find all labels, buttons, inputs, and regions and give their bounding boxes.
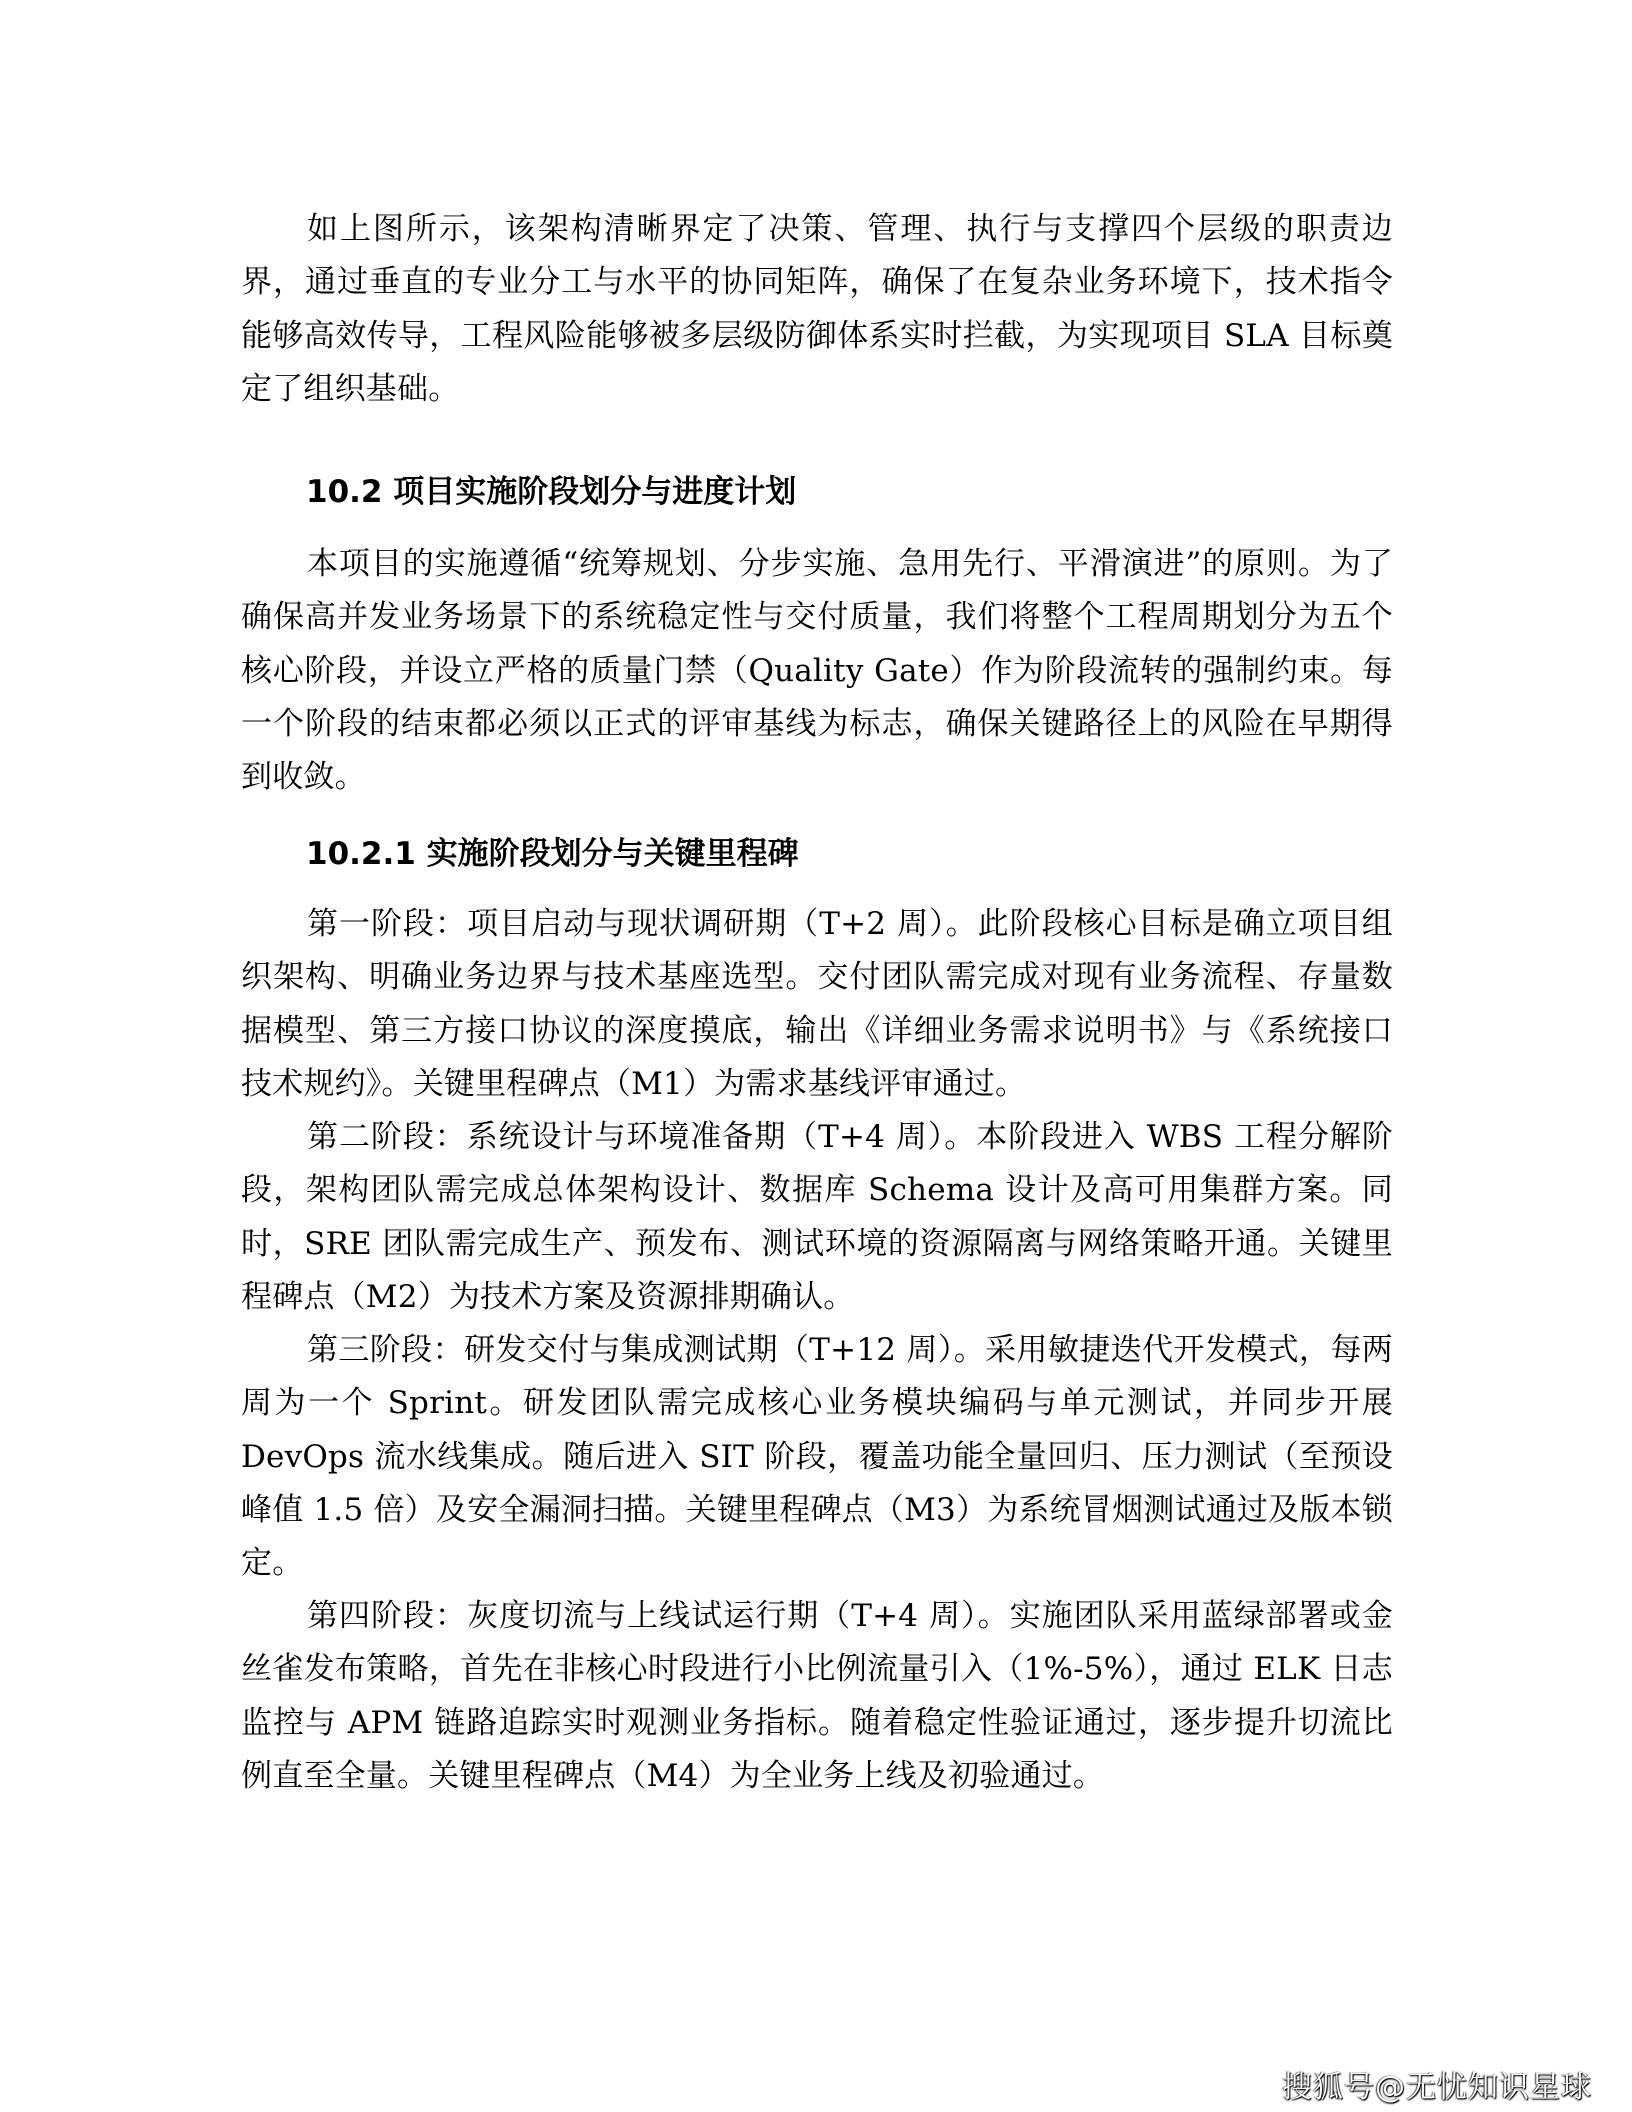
paragraph-section-10-2: 本项目的实施遵循“统筹规划、分步实施、急用先行、平滑演进”的原则。为了确保高并发业务场景下的系统稳定性与交付质量，我们将整个工程周期划分为五个核心阶段，并设立严格的质量门禁（Quality Gate）作为阶段流转的强制约束。每一个阶段的结束都必须以正式的评审基线为标志，确保关键路径上的风险在早期得到收敛。 (241, 546, 1393, 796)
section-heading-10-2: 10.2 项目实施阶段划分与进度计划 (306, 474, 797, 510)
paragraph-stage-1: 第一阶段：项目启动与现状调研期（T+2 周）。此阶段核心目标是确立项目组织架构、明确业务边界与技术基座选型。交付团队需完成对现有业务流程、存量数据模型、第三方接口协议的深度摸底，输出《详细业务需求说明书》与《系统接口技术规约》。关键里程碑点（M1）为需求基线评审通过。 (241, 906, 1393, 1102)
paragraph-stage-2: 第二阶段：系统设计与环境准备期（T+4 周）。本阶段进入 WBS 工程分解阶段，架构团队需完成总体架构设计、数据库 Schema 设计及高可用集群方案。同时，SRE 团队需完成生产、预发布、测试环境的资源隔离与网络策略开通。关键里程碑点（M2）为技术方案及资源排期确认。 (241, 1119, 1393, 1315)
paragraph-stage-4: 第四阶段：灰度切流与上线试运行期（T+4 周）。实施团队采用蓝绿部署或金丝雀发布策略，首先在非核心时段进行小比例流量引入（1%-5%），通过 ELK 日志监控与 APM 链路追踪实时观测业务指标。随着稳定性验证通过，逐步提升切流比例直至全量。关键里程碑点（M4）为全业务上线及初验通过。 (241, 1598, 1393, 1794)
section-heading-10-2-1: 10.2.1 实施阶段划分与关键里程碑 (306, 836, 799, 872)
paragraph-stage-3: 第三阶段：研发交付与集成测试期（T+12 周）。采用敏捷迭代开发模式，每两周为一个 Sprint。研发团队需完成核心业务模块编码与单元测试，并同步开展 DevOps 流水线集成。随后进入 SIT 阶段，覆盖功能全量回归、压力测试（至预设峰值 1.5 倍）及安全漏洞扫描。关键里程碑点（M3）为系统冒烟测试通过及版本锁定。 (241, 1332, 1393, 1582)
paragraph-intro: 如上图所示，该架构清晰界定了决策、管理、执行与支撑四个层级的职责边界，通过垂直的专业分工与水平的协同矩阵，确保了在复杂业务环境下，技术指令能够高效传导，工程风险能够被多层级防御体系实时拦截，为实现项目 SLA 目标奠定了组织基础。 (241, 211, 1393, 407)
watermark: 搜狐号@无忧知识星球 (1282, 2070, 1592, 2105)
